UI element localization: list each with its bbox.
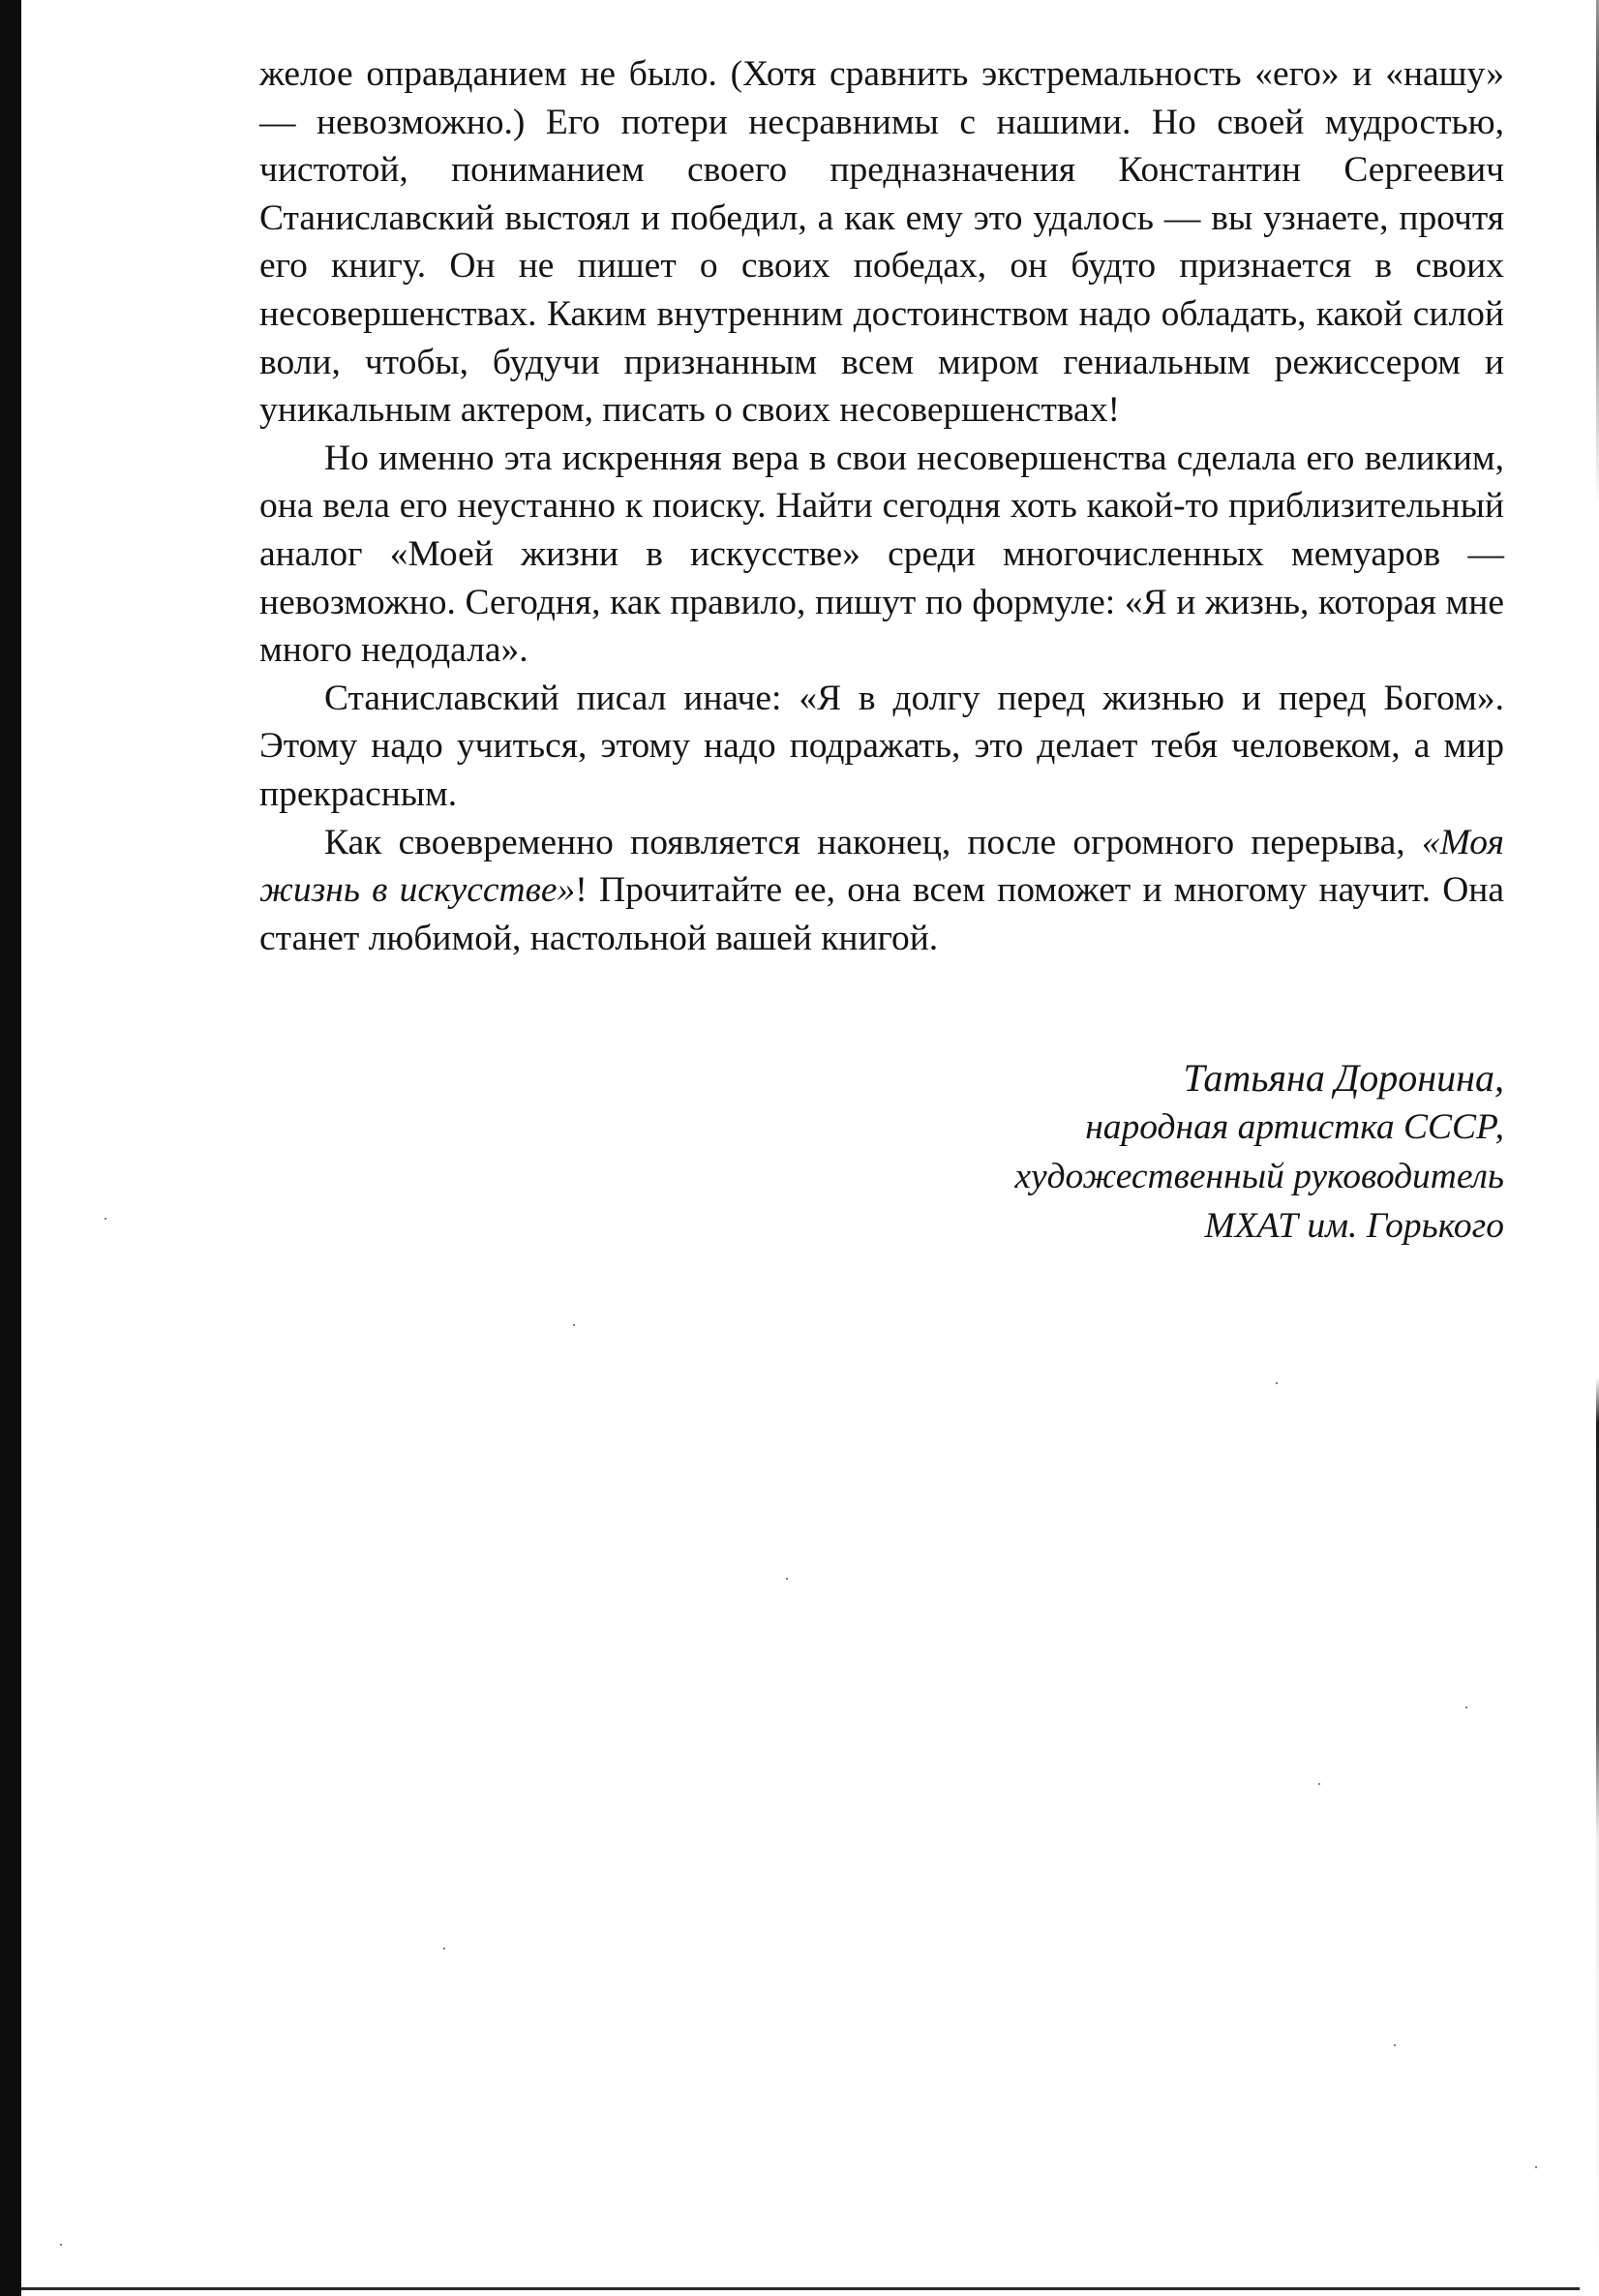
book-title: «Моя жизнь в искусстве» (259, 822, 1504, 911)
scan-speck (443, 1948, 445, 1949)
scan-speck (105, 1218, 106, 1220)
author-title: народная артистка СССР, (1085, 1107, 1504, 1147)
scan-speck (1535, 2166, 1537, 2168)
author-position: художественный руководитель (1014, 1157, 1504, 1196)
scan-speck (786, 1578, 788, 1580)
signature-block (1014, 1053, 1504, 1251)
scan-binding-edge (0, 0, 21, 2296)
paragraph-1: желое оправданием не было. (Хотя сравнить экстремальность «его» и «нашу» — невозможно.) Его потери несравнимы с нашими. Но своей мудростью, чистотой, пониманием своего предназначения Константин Сергеевич Станиславский выстоял и победил, а как ему это удалось — вы узнаете, прочтя его книгу. Он не пишет о своих победах, он будто признается в своих несовершенствах. Каким внутренним достоинством надо обладать, какой силой воли, чтобы, будучи признанным всем миром гениальным режиссером и уникальным актером, писать о своих несовершенствах! (259, 54, 1504, 431)
scan-speck (1318, 1783, 1320, 1785)
paragraph-3: Станиславский писал иначе: «Я в долгу перед жизнью и перед Богом». Этому надо учиться, этому надо подражать, это делает тебя человеком, а мир прекрасным. (259, 678, 1504, 814)
author-name: Татьяна Доронина, (1183, 1056, 1504, 1100)
paragraph-2: Но именно эта искренняя вера в свои несовершенства сделала его великим, она вела его неустанно к поиску. Найти сегодня хоть какой-то приблизительный аналог «Моей жизни в искусстве» среди многочисленных мемуаров — невозможно. Сегодня, как правило, пишут по формуле: «Я и жизнь, которая мне много недодала». (259, 438, 1504, 671)
scan-speck (1394, 2044, 1396, 2046)
author-theatre: МХАТ им. Горького (1204, 1206, 1504, 1246)
scan-speck (1276, 1382, 1278, 1384)
scan-speck (573, 1324, 575, 1326)
scan-speck (1465, 1707, 1467, 1708)
scan-bottom-edge (21, 2287, 1580, 2290)
scan-speck (60, 2244, 62, 2246)
body-text (259, 50, 1504, 962)
paragraph-4 (259, 819, 1504, 963)
paragraph-4-start: Как своевременно появляется наконец, после огромного перерыва, (324, 822, 1422, 862)
paragraph-4-end: ! Прочитайте ее, она всем поможет и многому научит. Она станет любимой, настольной вашей книгой. (259, 870, 1504, 958)
